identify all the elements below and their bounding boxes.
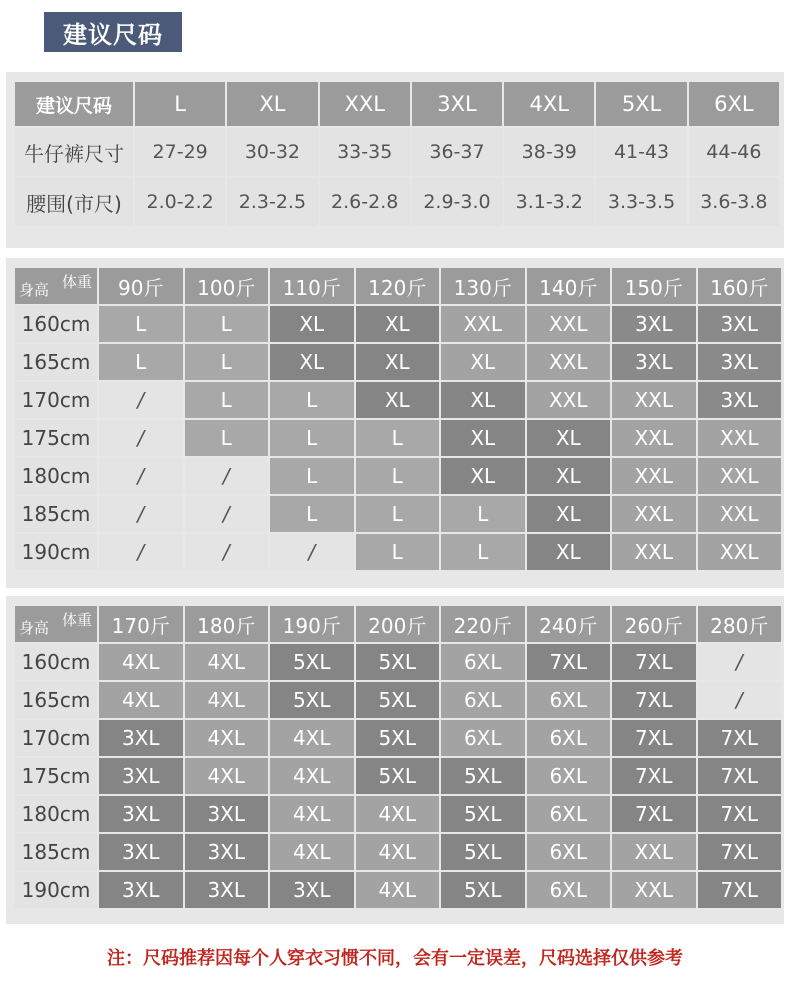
size-cell: XL <box>441 420 525 456</box>
size-cell: 7XL <box>612 758 696 794</box>
size-cell: / <box>99 458 183 494</box>
height-label: 190cm <box>15 872 97 908</box>
size-cell: XL <box>356 306 440 342</box>
size-header-row <box>15 82 779 126</box>
size-cell: XL <box>441 458 525 494</box>
height-label: 170cm <box>15 382 97 418</box>
table-row <box>15 306 781 342</box>
size-cell: 3XL <box>270 872 354 908</box>
size-cell: L <box>356 420 440 456</box>
weight-header: 150斤 <box>612 268 696 304</box>
table-row <box>15 344 781 380</box>
height-axis-label: 身高 <box>19 281 50 299</box>
table-cell: 2.0-2.2 <box>135 178 225 226</box>
table-cell: 3.1-3.2 <box>504 178 594 226</box>
size-cell: / <box>270 534 354 570</box>
size-cell: 7XL <box>698 796 782 832</box>
table-row <box>15 720 781 756</box>
corner-cell <box>15 606 97 642</box>
height-label: 175cm <box>15 758 97 794</box>
weight-header: 140斤 <box>527 268 611 304</box>
disclaimer-note: 注：尺码推荐因每个人穿衣习惯不同，会有一定误差，尺码选择仅供参考 <box>107 948 683 969</box>
size-cell: 5XL <box>356 758 440 794</box>
size-cell: L <box>270 382 354 418</box>
size-cell: XL <box>441 344 525 380</box>
corner-cell <box>15 268 97 304</box>
size-cell: 7XL <box>527 644 611 680</box>
size-cell: 7XL <box>612 796 696 832</box>
size-cell: 4XL <box>185 720 269 756</box>
size-cell: 4XL <box>270 758 354 794</box>
size-cell: / <box>185 534 269 570</box>
size-cell: XXL <box>612 420 696 456</box>
size-cell: 6XL <box>527 682 611 718</box>
size-cell: XXL <box>612 496 696 532</box>
table-cell: 2.6-2.8 <box>320 178 410 226</box>
size-cell: XXL <box>527 344 611 380</box>
size-cell: XXL <box>698 534 782 570</box>
table-cell: 3.3-3.5 <box>596 178 686 226</box>
weight-header: 200斤 <box>356 606 440 642</box>
size-cell: XXL <box>698 458 782 494</box>
size-cell: 5XL <box>441 758 525 794</box>
size-cell: XXL <box>612 534 696 570</box>
size-cell: / <box>99 420 183 456</box>
row-label: 牛仔裤尺寸 <box>15 128 133 176</box>
size-cell: L <box>99 306 183 342</box>
size-table-panel <box>6 72 784 248</box>
size-cell: 6XL <box>527 758 611 794</box>
size-cell: 5XL <box>441 796 525 832</box>
size-cell: 5XL <box>441 872 525 908</box>
size-cell: 3XL <box>99 758 183 794</box>
size-cell: XXL <box>698 496 782 532</box>
size-cell: / <box>698 644 782 680</box>
height-label: 190cm <box>15 534 97 570</box>
table-cell: 44-46 <box>689 128 779 176</box>
size-cell: XL <box>527 458 611 494</box>
table-row <box>15 644 781 680</box>
size-cell: 4XL <box>270 720 354 756</box>
size-chart-light <box>13 266 783 572</box>
size-cell: 7XL <box>698 834 782 870</box>
size-cell: / <box>99 382 183 418</box>
table-row <box>15 496 781 532</box>
size-table <box>13 80 781 228</box>
size-cell: / <box>99 496 183 532</box>
size-cell: L <box>270 420 354 456</box>
table-row <box>15 796 781 832</box>
size-cell: 4XL <box>185 682 269 718</box>
table-cell: 2.3-2.5 <box>227 178 317 226</box>
size-cell: 4XL <box>356 796 440 832</box>
weight-header: 130斤 <box>441 268 525 304</box>
table-cell: 30-32 <box>227 128 317 176</box>
size-header: L <box>135 82 225 126</box>
size-cell: XXL <box>441 306 525 342</box>
table-cell: 33-35 <box>320 128 410 176</box>
size-cell: 7XL <box>612 682 696 718</box>
jeans-size-row <box>15 128 779 176</box>
size-cell: L <box>185 420 269 456</box>
height-label: 165cm <box>15 682 97 718</box>
waist-row <box>15 178 779 226</box>
size-header: 6XL <box>689 82 779 126</box>
size-cell: / <box>99 534 183 570</box>
size-cell: 4XL <box>99 682 183 718</box>
size-cell: 4XL <box>185 758 269 794</box>
size-cell: XL <box>356 382 440 418</box>
weight-header: 260斤 <box>612 606 696 642</box>
size-cell: L <box>185 382 269 418</box>
size-cell: L <box>441 496 525 532</box>
size-cell: XXL <box>698 420 782 456</box>
size-cell: / <box>698 682 782 718</box>
size-cell: XL <box>527 534 611 570</box>
size-cell: 6XL <box>527 872 611 908</box>
size-cell: 7XL <box>612 644 696 680</box>
height-label: 165cm <box>15 344 97 380</box>
size-cell: 3XL <box>185 834 269 870</box>
row-label: 腰围(市尺) <box>15 178 133 226</box>
size-chart-heavy-panel <box>6 596 784 924</box>
size-cell: L <box>356 458 440 494</box>
size-cell: XL <box>356 344 440 380</box>
size-cell: 4XL <box>356 834 440 870</box>
height-label: 185cm <box>15 834 97 870</box>
size-cell: 3XL <box>99 834 183 870</box>
weight-header-row <box>15 606 781 642</box>
size-cell: 3XL <box>612 344 696 380</box>
size-cell: XXL <box>527 382 611 418</box>
weight-header: 190斤 <box>270 606 354 642</box>
size-cell: 3XL <box>698 306 782 342</box>
table-row <box>15 872 781 908</box>
size-cell: 3XL <box>698 382 782 418</box>
table-row <box>15 458 781 494</box>
size-cell: 4XL <box>270 796 354 832</box>
size-cell: 5XL <box>441 834 525 870</box>
weight-header: 220斤 <box>441 606 525 642</box>
weight-axis-label: 体重 <box>61 611 92 629</box>
size-cell: 4XL <box>356 872 440 908</box>
size-cell: XXL <box>527 306 611 342</box>
height-label: 175cm <box>15 420 97 456</box>
weight-header: 280斤 <box>698 606 782 642</box>
height-label: 160cm <box>15 644 97 680</box>
size-header: 4XL <box>504 82 594 126</box>
size-cell: 3XL <box>698 344 782 380</box>
size-header-label: 建议尺码 <box>15 82 133 126</box>
size-cell: L <box>356 534 440 570</box>
size-cell: 7XL <box>698 872 782 908</box>
height-axis-label: 身高 <box>19 619 50 637</box>
size-cell: 3XL <box>99 872 183 908</box>
table-row <box>15 382 781 418</box>
table-cell: 3.6-3.8 <box>689 178 779 226</box>
height-label: 185cm <box>15 496 97 532</box>
table-row <box>15 834 781 870</box>
weight-header: 180斤 <box>185 606 269 642</box>
weight-header: 110斤 <box>270 268 354 304</box>
size-cell: L <box>99 344 183 380</box>
table-cell: 38-39 <box>504 128 594 176</box>
size-cell: 5XL <box>356 720 440 756</box>
size-cell: XL <box>527 420 611 456</box>
table-cell: 36-37 <box>412 128 502 176</box>
size-cell: 3XL <box>99 796 183 832</box>
size-cell: L <box>270 458 354 494</box>
size-chart-heavy <box>13 604 783 910</box>
size-cell: 7XL <box>698 758 782 794</box>
table-cell: 27-29 <box>135 128 225 176</box>
table-row <box>15 420 781 456</box>
size-cell: 3XL <box>185 872 269 908</box>
size-cell: 6XL <box>441 720 525 756</box>
weight-header: 90斤 <box>99 268 183 304</box>
table-row <box>15 534 781 570</box>
size-cell: XL <box>270 306 354 342</box>
height-label: 170cm <box>15 720 97 756</box>
height-label: 180cm <box>15 458 97 494</box>
size-cell: 5XL <box>270 682 354 718</box>
size-header: XL <box>227 82 317 126</box>
size-cell: XL <box>441 382 525 418</box>
size-cell: / <box>185 458 269 494</box>
size-cell: 5XL <box>356 644 440 680</box>
size-cell: XL <box>527 496 611 532</box>
size-cell: 7XL <box>612 720 696 756</box>
size-cell: 6XL <box>527 834 611 870</box>
size-cell: 6XL <box>527 720 611 756</box>
size-cell: 7XL <box>698 720 782 756</box>
weight-header: 160斤 <box>698 268 782 304</box>
size-cell: 5XL <box>356 682 440 718</box>
size-cell: L <box>441 534 525 570</box>
weight-header: 100斤 <box>185 268 269 304</box>
table-cell: 41-43 <box>596 128 686 176</box>
weight-header-row <box>15 268 781 304</box>
size-cell: 4XL <box>99 644 183 680</box>
size-cell: XXL <box>612 834 696 870</box>
size-cell: XXL <box>612 458 696 494</box>
size-header: XXL <box>320 82 410 126</box>
size-cell: XXL <box>612 872 696 908</box>
size-cell: 6XL <box>527 796 611 832</box>
size-header: 3XL <box>412 82 502 126</box>
weight-axis-label: 体重 <box>61 273 92 291</box>
height-label: 180cm <box>15 796 97 832</box>
size-cell: 6XL <box>441 644 525 680</box>
size-cell: 6XL <box>441 682 525 718</box>
size-cell: 3XL <box>185 796 269 832</box>
weight-header: 170斤 <box>99 606 183 642</box>
size-cell: / <box>185 496 269 532</box>
table-row <box>15 682 781 718</box>
size-cell: 4XL <box>185 644 269 680</box>
height-label: 160cm <box>15 306 97 342</box>
size-cell: XL <box>270 344 354 380</box>
table-row <box>15 758 781 794</box>
size-cell: L <box>270 496 354 532</box>
weight-header: 240斤 <box>527 606 611 642</box>
size-cell: XXL <box>612 382 696 418</box>
size-cell: L <box>356 496 440 532</box>
size-chart-light-panel <box>6 258 784 588</box>
size-cell: L <box>185 344 269 380</box>
table-cell: 2.9-3.0 <box>412 178 502 226</box>
size-cell: L <box>185 306 269 342</box>
size-cell: 3XL <box>99 720 183 756</box>
size-cell: 3XL <box>612 306 696 342</box>
size-cell: 5XL <box>270 644 354 680</box>
size-cell: 4XL <box>270 834 354 870</box>
weight-header: 120斤 <box>356 268 440 304</box>
page-title: 建议尺码 <box>44 12 182 52</box>
size-header: 5XL <box>596 82 686 126</box>
